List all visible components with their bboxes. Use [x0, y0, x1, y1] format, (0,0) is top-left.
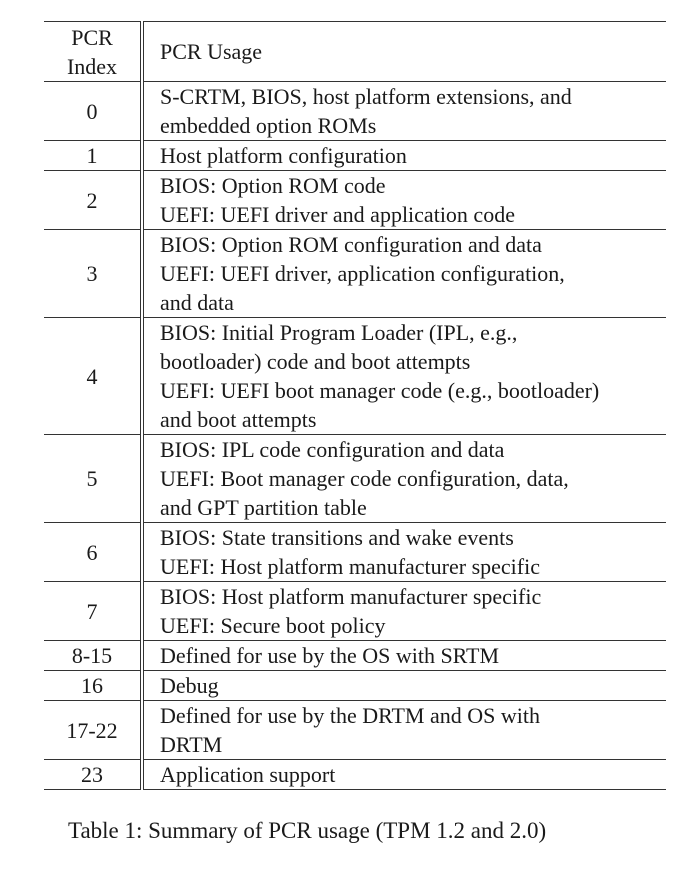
table-row [44, 435, 666, 523]
table-header-row [44, 22, 666, 82]
pcr-usage-cell [142, 701, 666, 760]
pcr-usage-line: UEFI: UEFI driver, application configuration, [160, 261, 565, 286]
pcr-usage-cell [142, 171, 666, 230]
pcr-usage-line: BIOS: Initial Program Loader (IPL, e.g., [160, 320, 518, 345]
pcr-usage-line: Defined for use by the DRTM and OS with [160, 703, 540, 728]
pcr-usage-line: Host platform configuration [160, 143, 407, 168]
table-row [44, 701, 666, 760]
pcr-index-cell: 17-22 [44, 701, 142, 760]
pcr-usage-cell [142, 760, 666, 790]
pcr-index-cell: 0 [44, 82, 142, 141]
pcr-usage-line: UEFI: Host platform manufacturer specific [160, 554, 540, 579]
table-row [44, 641, 666, 671]
table-row [44, 230, 666, 318]
pcr-usage-cell [142, 318, 666, 435]
pcr-usage-line: and boot attempts [160, 407, 317, 432]
pcr-usage-line: BIOS: Option ROM code [160, 173, 386, 198]
pcr-usage-cell [142, 435, 666, 523]
pcr-index-cell: 1 [44, 141, 142, 171]
pcr-index-cell: 5 [44, 435, 142, 523]
header-pcr-index-line2: Index [66, 53, 118, 79]
pcr-usage-line: Debug [160, 673, 219, 698]
table-row [44, 760, 666, 790]
pcr-usage-cell [142, 141, 666, 171]
pcr-index-cell: 3 [44, 230, 142, 318]
table-row [44, 523, 666, 582]
pcr-usage-cell [142, 230, 666, 318]
table-caption: Table 1: Summary of PCR usage (TPM 1.2 and 2.0) [68, 818, 547, 843]
pcr-index-cell: 7 [44, 582, 142, 641]
pcr-usage-cell [142, 82, 666, 141]
header-pcr-usage: PCR Usage [160, 39, 263, 64]
pcr-usage-cell [142, 523, 666, 582]
header-pcr-index-line1: PCR [71, 24, 113, 50]
pcr-index-cell: 23 [44, 760, 142, 790]
pcr-index-cell: 2 [44, 171, 142, 230]
pcr-usage-line: UEFI: Boot manager code configuration, data, [160, 466, 569, 491]
pcr-usage-line: embedded option ROMs [160, 113, 377, 138]
table-row [44, 671, 666, 701]
header-pcr-index [44, 22, 142, 82]
pcr-usage-line: and data [160, 290, 234, 315]
table-row [44, 82, 666, 141]
pcr-index-cell: 8-15 [44, 641, 142, 671]
pcr-usage-line: DRTM [160, 732, 223, 757]
pcr-usage-cell [142, 582, 666, 641]
pcr-usage-line: BIOS: Host platform manufacturer specific [160, 584, 542, 609]
table-row [44, 582, 666, 641]
pcr-usage-line: S-CRTM, BIOS, host platform extensions, and [160, 84, 572, 109]
pcr-usage-line: Defined for use by the OS with SRTM [160, 643, 500, 668]
pcr-usage-cell [142, 671, 666, 701]
pcr-usage-line: UEFI: UEFI boot manager code (e.g., bootloader) [160, 378, 600, 403]
pcr-usage-table-container [44, 21, 666, 790]
pcr-index-cell: 6 [44, 523, 142, 582]
pcr-usage-line: Application support [160, 762, 336, 787]
pcr-usage-line: UEFI: UEFI driver and application code [160, 202, 515, 227]
table-row [44, 141, 666, 171]
pcr-usage-line: bootloader) code and boot attempts [160, 349, 471, 374]
pcr-usage-line: BIOS: State transitions and wake events [160, 525, 514, 550]
pcr-usage-line: BIOS: IPL code configuration and data [160, 437, 505, 462]
pcr-usage-table [44, 21, 666, 790]
table-body [44, 82, 666, 790]
pcr-usage-cell [142, 641, 666, 671]
pcr-usage-line: UEFI: Secure boot policy [160, 613, 386, 638]
table-row [44, 318, 666, 435]
pcr-index-cell: 16 [44, 671, 142, 701]
pcr-index-cell: 4 [44, 318, 142, 435]
pcr-usage-line: BIOS: Option ROM configuration and data [160, 232, 542, 257]
table-row [44, 171, 666, 230]
pcr-usage-line: and GPT partition table [160, 495, 367, 520]
